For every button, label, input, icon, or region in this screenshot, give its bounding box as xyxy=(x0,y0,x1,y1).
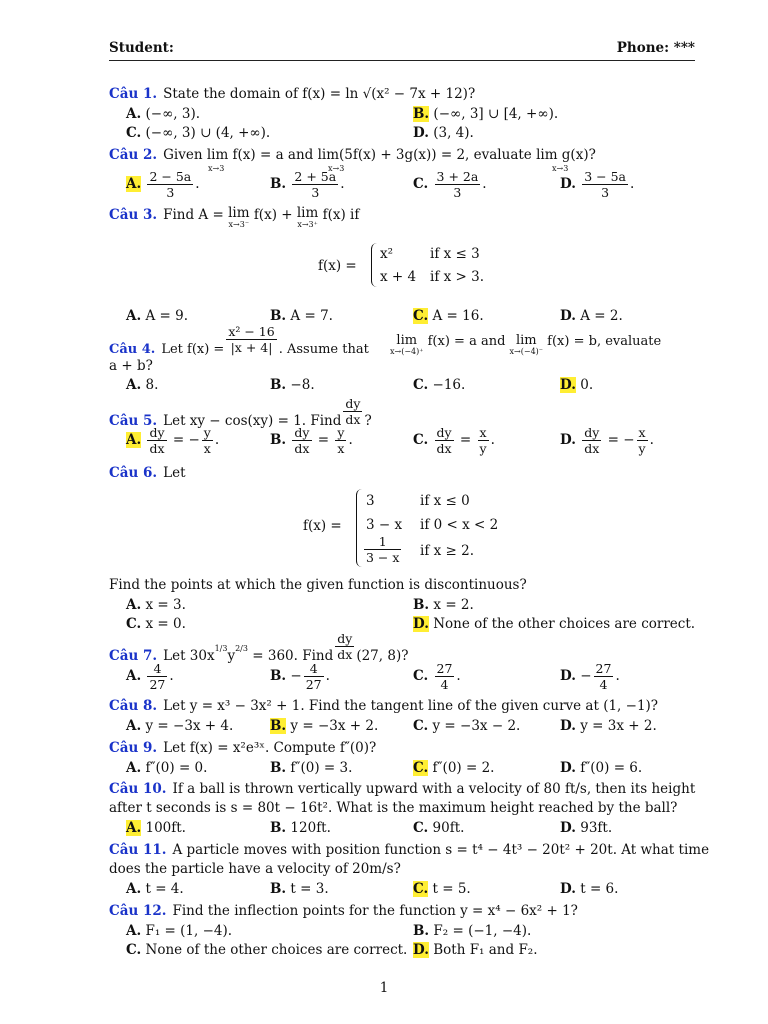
page-header xyxy=(109,40,695,61)
limit-group: lim x→(−4)⁺ f(x) = a and lim x→(−4)⁻ f(x) = b, evaluate xyxy=(390,333,662,356)
option-c: C. y = −3x − 2. xyxy=(413,718,521,734)
question-4: Câu 4. Let f(x) = $\frac{\text{x² − 16}}{|x + 4|}$ . Assume that xyxy=(109,324,369,357)
answer-highlight: D. xyxy=(413,616,429,632)
answer-highlight: C. xyxy=(413,760,429,776)
option-c: C. x = 0. xyxy=(126,616,186,632)
case-brace xyxy=(371,243,378,287)
question-number: Câu 10. xyxy=(109,781,167,797)
case-condition: if x ≥ 2. xyxy=(420,543,474,559)
question-number: Câu 11. xyxy=(109,842,167,858)
question-text-continued: a + b? xyxy=(109,358,153,374)
question-number: Câu 1. xyxy=(109,86,158,102)
question-text: Let y = x³ − 3x² + 1. Find the tangent line of the given curve at (1, −1)? xyxy=(163,698,659,714)
question-text: State the domain of f(x) = ln √(x² − 7x + 12)? xyxy=(163,86,476,102)
question-number: Câu 2. xyxy=(109,147,158,163)
option-d: D. $\frac{dy}{dx}$ = − $\frac{x}{y}$ . xyxy=(560,425,654,456)
option-d: D. t = 6. xyxy=(560,881,619,897)
option-d: D. 0. xyxy=(560,377,594,393)
page-number: 1 xyxy=(379,980,389,996)
question-11 xyxy=(109,842,710,858)
question-text: Let f(x) = x²e³ˣ. Compute f″(0)? xyxy=(163,740,377,756)
question-2 xyxy=(109,147,699,163)
case-expression: 3 − x xyxy=(366,517,403,533)
question-number: Câu 9. xyxy=(109,740,158,756)
phone-label: Phone: *** xyxy=(616,40,695,56)
option-a: A. F₁ = (1, −4). xyxy=(126,923,233,939)
option-b: B. 120ft. xyxy=(270,820,331,836)
option-b: B. F₂ = (−1, −4). xyxy=(413,923,532,939)
option-b: B. y = −3x + 2. xyxy=(270,718,379,734)
option-a: A. (−∞, 3). xyxy=(126,106,201,122)
option-d: D. $\frac{3 - 5a}{3}$ . xyxy=(560,169,635,200)
option-c: C. f″(0) = 2. xyxy=(413,760,495,776)
question-text: If a ball is thrown vertically upward with a velocity of 80 ft/s, then its height xyxy=(172,781,696,797)
option-b: B. t = 3. xyxy=(270,881,329,897)
option-a: A. $\frac{2 - 5a}{3}$ . xyxy=(126,169,200,200)
answer-highlight: D. xyxy=(560,377,576,393)
question-number: Câu 12. xyxy=(109,903,167,919)
option-d: D. 93ft. xyxy=(560,820,613,836)
option-a: A. 8. xyxy=(126,377,159,393)
question-number: Câu 7. xyxy=(109,648,158,664)
answer-highlight: C. xyxy=(413,881,429,897)
question-text: A particle moves with position function s = t⁴ − 4t³ − 20t² + 20t. At what time xyxy=(172,842,710,858)
question-3: Câu 3. Find A = lim x→3⁻ f(x) + lim x→3⁺ f(x) if xyxy=(109,205,360,229)
option-c: C. $\frac{27}{4}$ . xyxy=(413,661,461,692)
option-c: C. A = 16. xyxy=(413,308,484,324)
question-text: Given lim f(x) = a and lim(5f(x) + 3g(x)) = 2, evaluate lim g(x)? xyxy=(163,147,596,163)
case-condition: if 0 < x < 2 xyxy=(420,517,499,533)
option-c: C. (−∞, 3) ∪ (4, +∞). xyxy=(126,125,271,141)
option-b: B. f″(0) = 3. xyxy=(270,760,353,776)
option-a: A. x = 3. xyxy=(126,597,186,613)
student-label: Student: xyxy=(109,40,174,56)
answer-highlight: A. xyxy=(126,820,142,836)
answer-highlight: B. xyxy=(413,106,430,122)
option-b: B. −8. xyxy=(270,377,315,393)
answer-highlight: D. xyxy=(413,942,429,958)
question-12 xyxy=(109,903,699,919)
question-7: Câu 7. Let $30x^{1/3}y^{2/3} = 360$. Find $\frac{dy}{dx}$ (27, 8)? xyxy=(109,631,409,664)
question-10 xyxy=(109,781,699,797)
function-label: f(x) = xyxy=(318,258,357,274)
case-expression: x² xyxy=(380,246,394,262)
question-text: Find the inflection points for the function y = x⁴ − 6x² + 1? xyxy=(172,903,578,919)
question-number: Câu 4. xyxy=(109,342,156,357)
option-b: B. $\frac{dy}{dx}$ = $\frac{y}{x}$ . xyxy=(270,425,353,456)
answer-highlight: A. xyxy=(126,432,142,448)
case-condition: if x ≤ 3 xyxy=(430,246,480,262)
answer-highlight: C. xyxy=(413,308,429,324)
answer-highlight: A. xyxy=(126,176,142,192)
option-a: A. f″(0) = 0. xyxy=(126,760,208,776)
option-d: D. (3, 4). xyxy=(413,125,474,141)
question-9 xyxy=(109,740,699,756)
question-number: Câu 6. xyxy=(109,465,158,481)
question-prompt: Find the points at which the given function is discontinuous? xyxy=(109,577,527,593)
option-c: C. −16. xyxy=(413,377,466,393)
option-c: C. None of the other choices are correct. xyxy=(126,942,408,958)
case-expression: 3 xyxy=(366,493,375,509)
question-number: Câu 8. xyxy=(109,698,158,714)
limit-subscript: x→3 xyxy=(552,164,569,173)
option-a: A. $\frac{dy}{dx}$ = − $\frac{y}{x}$ . xyxy=(126,425,220,456)
option-b: B. $\frac{2 + 5a}{3}$ . xyxy=(270,169,345,200)
question-number: Câu 5. xyxy=(109,413,158,429)
option-b: B. (−∞, 3] ∪ [4, +∞). xyxy=(413,106,559,122)
option-c: C. 90ft. xyxy=(413,820,465,836)
case-expression: $\frac{1}{3 - x}$ xyxy=(366,534,400,565)
option-b: B. − $\frac{4}{27}$ . xyxy=(270,661,330,692)
option-c: C. $\frac{3 + 2a}{3}$ . xyxy=(413,169,487,200)
option-d: D. − $\frac{27}{4}$ . xyxy=(560,661,620,692)
limit-subscript: x→3 xyxy=(328,164,345,173)
option-a: A. A = 9. xyxy=(126,308,189,324)
question-1 xyxy=(109,86,699,102)
option-d: D. None of the other choices are correct. xyxy=(413,616,696,632)
question-text-continued: after t seconds is s = 80t − 16t². What is the maximum height reached by the ball? xyxy=(109,800,678,816)
question-text-continued: does the particle have a velocity of 20m/s? xyxy=(109,861,401,877)
option-a: A. $\frac{4}{27}$ . xyxy=(126,661,174,692)
case-condition: if x > 3. xyxy=(430,269,484,285)
case-expression: x + 4 xyxy=(380,269,417,285)
limit-subscript: x→3 xyxy=(208,164,225,173)
option-d: D. f″(0) = 6. xyxy=(560,760,643,776)
question-8 xyxy=(109,698,699,714)
answer-highlight: B. xyxy=(270,718,287,734)
option-a: A. y = −3x + 4. xyxy=(126,718,234,734)
case-condition: if x ≤ 0 xyxy=(420,493,470,509)
option-a: A. 100ft. xyxy=(126,820,186,836)
option-a: A. t = 4. xyxy=(126,881,184,897)
option-b: B. A = 7. xyxy=(270,308,333,324)
option-d: D. A = 2. xyxy=(560,308,623,324)
option-c: C. $\frac{dy}{dx}$ = $\frac{x}{y}$ . xyxy=(413,425,495,456)
option-d: D. Both F₁ and F₂. xyxy=(413,942,538,958)
option-c: C. t = 5. xyxy=(413,881,471,897)
function-label: f(x) = xyxy=(303,518,342,534)
option-d: D. y = 3x + 2. xyxy=(560,718,657,734)
question-6: Câu 6. Let xyxy=(109,465,186,481)
question-5: Câu 5. Let xy − cos(xy) = 1. Find $\frac{dy}{dx}$ ? xyxy=(109,396,372,429)
question-number: Câu 3. xyxy=(109,207,158,223)
option-b: B. x = 2. xyxy=(413,597,474,613)
